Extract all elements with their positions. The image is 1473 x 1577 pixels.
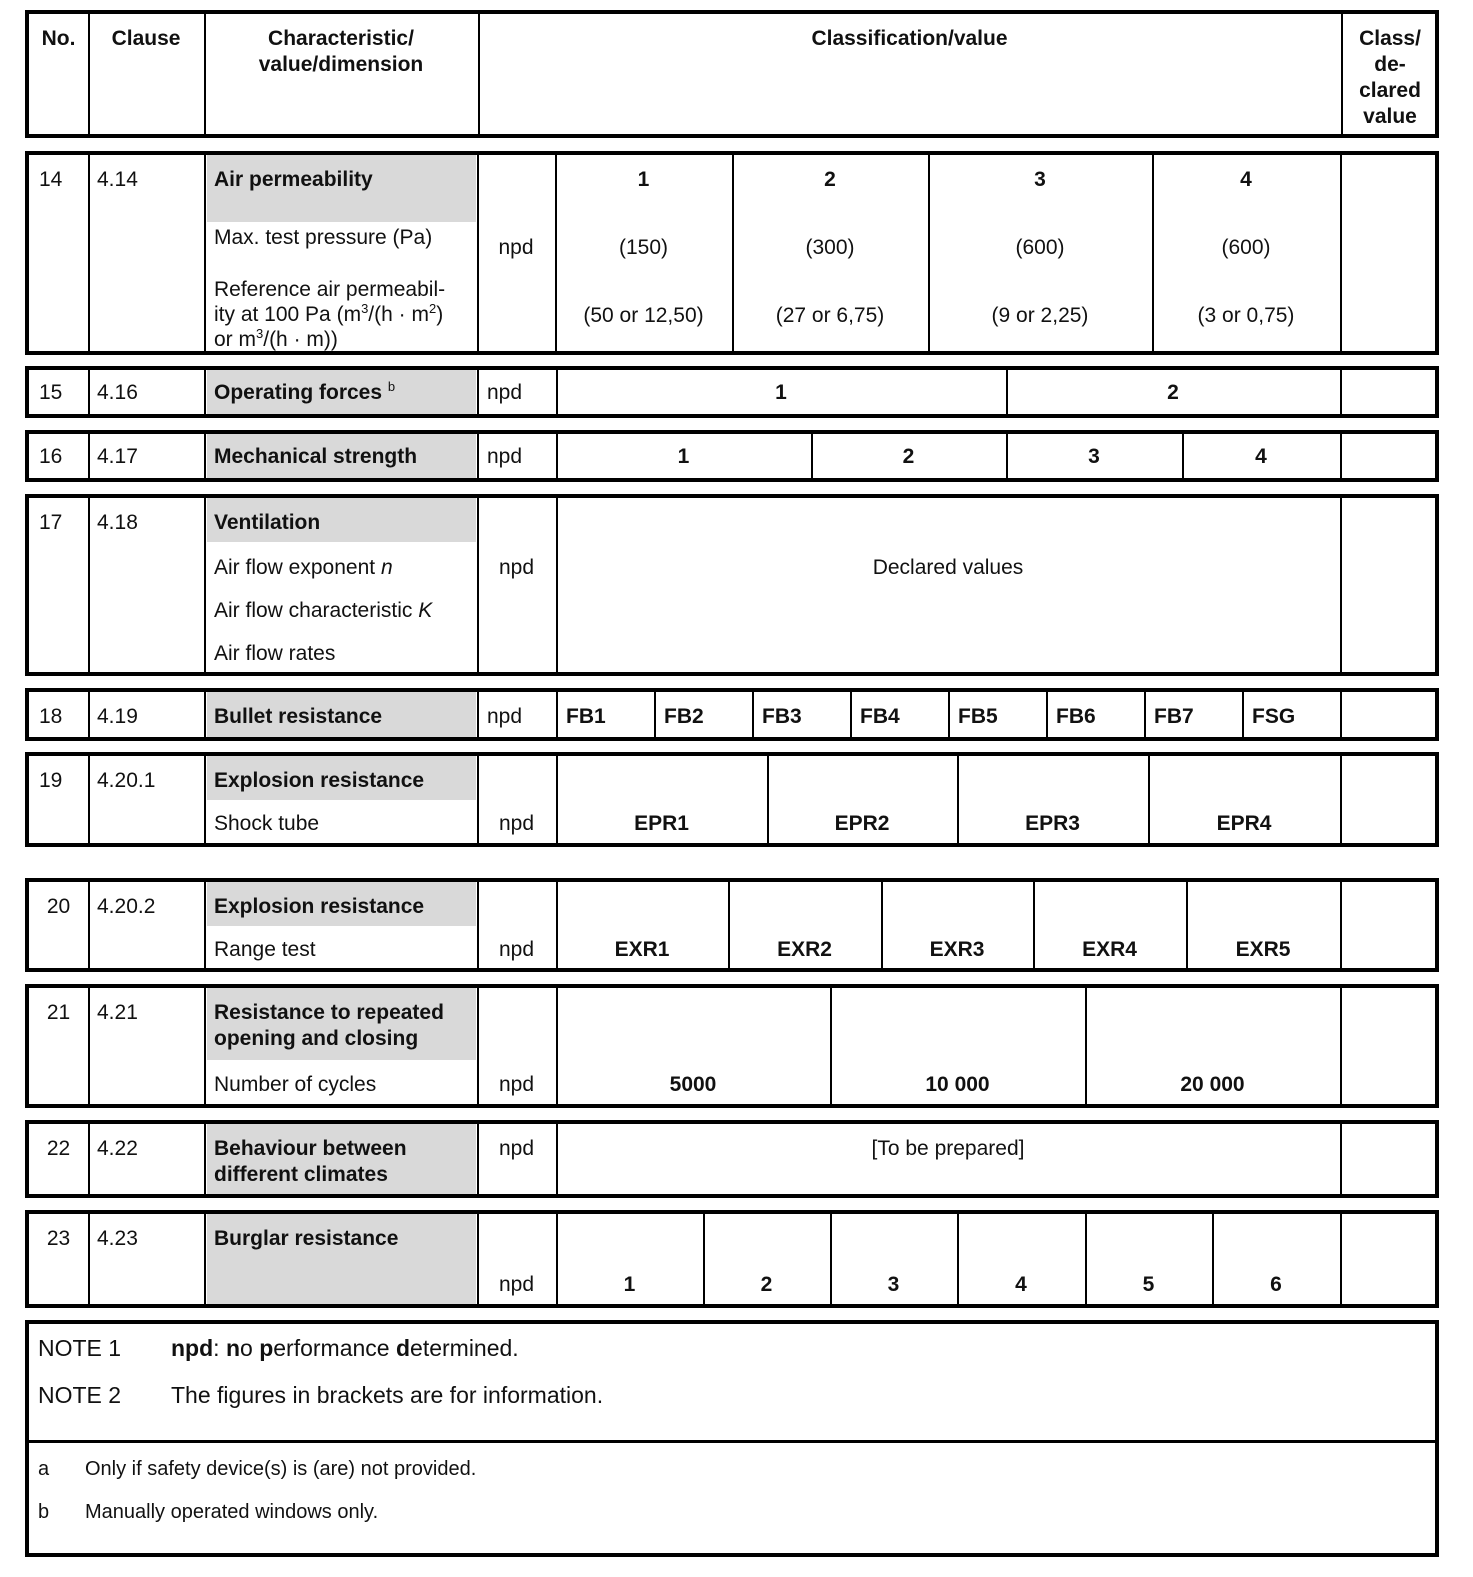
clause-number: 4.17 xyxy=(97,445,138,468)
header-class-declared: Class/ de- clared value xyxy=(1359,27,1421,128)
note-1-text: npd: no performance determined. xyxy=(171,1335,519,1361)
row-20 xyxy=(25,878,1439,972)
class-value: 20 000 xyxy=(1180,1073,1245,1096)
characteristic-name: Operating forces $^b$ xyxy=(214,379,396,404)
sub-number-of-cycles: Number of cycles xyxy=(214,1073,377,1096)
clause-number: 4.20.1 xyxy=(97,769,156,792)
row-number: 21 xyxy=(46,1001,71,1024)
row-15 xyxy=(25,366,1439,418)
class-value: EPR2 xyxy=(834,812,890,835)
sub-air-flow-rates: Air flow rates xyxy=(214,642,336,665)
table-header xyxy=(25,10,1439,138)
class-value: 3 xyxy=(1088,445,1100,468)
npd-value: npd xyxy=(498,1137,535,1160)
class-pressure: (300) xyxy=(805,236,855,259)
characteristic-name: Air permeability xyxy=(214,168,373,191)
clause-number: 4.23 xyxy=(97,1227,138,1250)
class-value: EXR2 xyxy=(777,938,832,961)
class-value: 2 xyxy=(902,445,915,468)
class-value: 2 xyxy=(760,1273,773,1296)
row-18 xyxy=(25,688,1439,741)
npd-value: npd xyxy=(498,812,535,835)
characteristic-name: Explosion resistance xyxy=(214,895,425,918)
clause-number: 4.16 xyxy=(97,381,138,404)
npd-value: npd xyxy=(487,445,523,468)
class-value: EPR1 xyxy=(634,812,689,835)
class-pressure: (600) xyxy=(1221,236,1271,259)
class-value: 1 xyxy=(775,381,787,404)
sub-air-flow-characteristic: Air flow characteristic K xyxy=(214,599,433,622)
class-permeability: (3 or 0,75) xyxy=(1197,304,1295,327)
sub-air-flow-exponent: Air flow exponent n xyxy=(214,556,393,579)
class-label: 2 xyxy=(824,168,836,191)
class-label: 4 xyxy=(1240,168,1252,191)
npd-value: npd xyxy=(498,1273,535,1296)
header-characteristic: Characteristic/ value/dimension xyxy=(258,27,424,76)
class-value: 5000 xyxy=(669,1073,717,1096)
notes-divider xyxy=(29,1440,1435,1443)
characteristic-name: Bullet resistance xyxy=(214,705,383,728)
class-value: 2 xyxy=(1167,381,1179,404)
class-value: EPR3 xyxy=(1025,812,1080,835)
class-permeability: (50 or 12,50) xyxy=(583,304,704,327)
row-23 xyxy=(25,1210,1439,1308)
class-value: EXR4 xyxy=(1082,938,1137,961)
clause-number: 4.22 xyxy=(97,1137,138,1160)
note-2-text: The figures in brackets are for information. xyxy=(171,1382,604,1408)
characteristic-name: Burglar resistance xyxy=(214,1227,399,1250)
note-2-label: NOTE 2 xyxy=(38,1382,122,1408)
class-value: 10 000 xyxy=(925,1073,990,1096)
class-value: 1 xyxy=(623,1273,636,1296)
class-label: 1 xyxy=(637,168,650,191)
class-value: 1 xyxy=(677,445,690,468)
class-permeability: (27 or 6,75) xyxy=(775,304,885,327)
class-label: 3 xyxy=(1034,168,1046,191)
npd-value: npd xyxy=(498,236,534,259)
declared-values: Declared values xyxy=(872,556,1024,579)
characteristic-name: Mechanical strength xyxy=(214,445,418,468)
class-value: FB4 xyxy=(860,705,900,728)
class-value: EXR3 xyxy=(929,938,985,961)
row-number: 17 xyxy=(39,511,63,534)
class-value: FB7 xyxy=(1154,705,1194,728)
class-pressure: (150) xyxy=(618,236,669,259)
row-19 xyxy=(25,752,1439,847)
class-value: EXR5 xyxy=(1235,938,1291,961)
row-number: 19 xyxy=(39,769,63,792)
sub-range-test: Range test xyxy=(214,938,316,961)
note-1-label: NOTE 1 xyxy=(38,1335,122,1361)
header-no: No. xyxy=(41,27,76,50)
class-value: FB2 xyxy=(664,705,704,728)
class-value: EXR1 xyxy=(614,938,670,961)
row-number: 20 xyxy=(46,895,71,918)
npd-value: npd xyxy=(498,1073,535,1096)
characteristic-name: Behaviour between different climates xyxy=(214,1137,407,1186)
footnote-ref: b xyxy=(387,379,396,394)
npd-value: npd xyxy=(487,705,523,728)
class-value: FB5 xyxy=(958,705,998,728)
npd-value: npd xyxy=(498,938,535,961)
class-permeability: (9 or 2,25) xyxy=(991,304,1089,327)
row-number: 15 xyxy=(39,381,63,404)
characteristic-name: Explosion resistance xyxy=(214,769,425,792)
clause-number: 4.14 xyxy=(97,168,138,191)
notes-block xyxy=(25,1320,1439,1557)
clause-number: 4.18 xyxy=(97,511,138,534)
row-number: 16 xyxy=(39,445,63,468)
class-value: EPR4 xyxy=(1216,812,1272,835)
class-value: FSG xyxy=(1252,705,1296,728)
clause-number: 4.20.2 xyxy=(97,895,156,918)
row-number: 23 xyxy=(46,1227,71,1250)
footnote-b-text: Manually operated windows only. xyxy=(85,1501,379,1523)
row-number: 18 xyxy=(39,705,63,728)
class-value: FB3 xyxy=(762,705,802,728)
row-16 xyxy=(25,430,1439,482)
characteristic-name: Resistance to repeated opening and closing xyxy=(214,1001,444,1050)
header-clause: Clause xyxy=(111,27,181,50)
clause-number: 4.19 xyxy=(97,705,138,728)
characteristic-name: Ventilation xyxy=(214,511,321,534)
npd-value: npd xyxy=(487,381,523,404)
clause-number: 4.21 xyxy=(97,1001,138,1024)
header-classification: Classification/value xyxy=(811,27,1008,50)
row-14 xyxy=(25,151,1439,355)
class-pressure: (600) xyxy=(1015,236,1065,259)
class-value: 5 xyxy=(1142,1273,1155,1296)
class-value: 4 xyxy=(1015,1273,1027,1296)
row-21 xyxy=(25,984,1439,1108)
npd-value: npd xyxy=(498,556,535,579)
class-value: 3 xyxy=(887,1273,900,1296)
row-number: 22 xyxy=(46,1137,71,1160)
class-value: 6 xyxy=(1270,1273,1282,1296)
row-number: 14 xyxy=(39,168,63,191)
footnote-a-label: a xyxy=(38,1458,50,1480)
sub-shock-tube: Shock tube xyxy=(214,812,320,835)
class-value: FB1 xyxy=(566,705,606,728)
row-22 xyxy=(25,1120,1439,1198)
footnote-b-label: b xyxy=(38,1501,50,1523)
footnote-a-text: Only if safety device(s) is (are) not provided. xyxy=(85,1458,477,1480)
row-17 xyxy=(25,494,1439,676)
class-value: FB6 xyxy=(1056,705,1096,728)
sub-max-test-pressure: Max. test pressure (Pa) xyxy=(214,226,433,249)
sub-reference-air-permeability: Reference air permeabil- ity at 100 Pa ($m^3/(h \cdot m^2)$ or $m^3/(h \cdot m)$) xyxy=(214,278,446,351)
class-value: 4 xyxy=(1255,445,1267,468)
to-be-prepared: [To be prepared] xyxy=(871,1137,1025,1160)
